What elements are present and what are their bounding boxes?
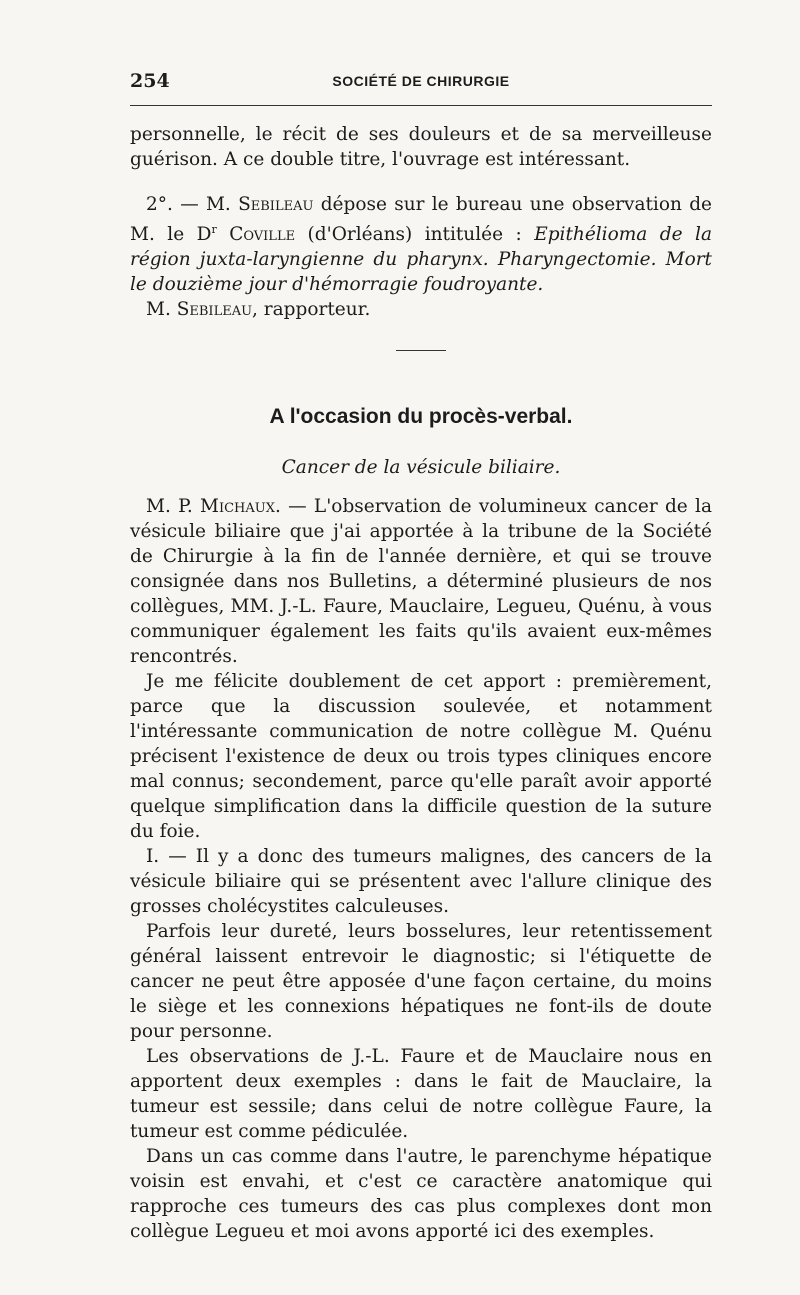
article-paragraph-1: M. P. Michaux. — L'observation de volumineux cancer de la vésicule biliaire que j'ai apportée à la tribune de la Société de Chirurgie à la fin de l'année dernière, et qui se trouve consignée dans nos Bulletins, a déterminé plusieurs de nos collègues, MM. J.-L. Faure, Mauclaire, Legueu, Quénu, à vous communiquer également les faits qu'ils avaient eux-mêmes rencontrés. bbox=[130, 496, 712, 668]
page-body bbox=[130, 122, 712, 1244]
running-title: SOCIÉTÉ DE CHIRURGIE bbox=[332, 73, 510, 89]
article-paragraph-4: Parfois leur dureté, leurs bosselures, leur retentissement général laissent entrevoir le diagnostic; si l'étiquette de cancer ne peut être apposée d'une façon certaine, du moins le siège et les connexions hépatiques ne font-ils de doute pour personne. bbox=[130, 921, 712, 1043]
page-number: 254 bbox=[130, 70, 170, 92]
page-header bbox=[130, 70, 712, 94]
article-paragraph-2: Je me félicite doublement de cet apport : premièrement, parce que la discussion soulevée, et notamment l'intéressante communication de notre collègue M. Quénu précisent l'existence de deux ou trois types cliniques encore mal connus; secondement, parce qu'elle paraît avoir apporté quelque simplification dans la difficile question de la suture du foie. bbox=[130, 671, 712, 843]
section-subtitle: Cancer de la vésicule biliaire. bbox=[281, 457, 561, 479]
header-rule bbox=[130, 105, 712, 106]
item-2-paragraph: 2°. — M. Sebileau dépose sur le bureau une observation de M. le $D^r$ Coville (d'Orléans) intitulée : Epithélioma de la région juxta-laryngienne du pharynx. Pharyngectomie. Mort le douzième jour d'hémorragie foudroyante. bbox=[130, 194, 712, 296]
section-heading: A l'occasion du procès-verbal. bbox=[269, 405, 573, 429]
article-paragraph-6: Dans un cas comme dans l'autre, le parenchyme hépatique voisin est envahi, et c'est ce caractère anatomique qui rapproche ces tumeurs des cas plus complexes dont mon collègue Legueu et moi avons apporté ici des exemples. bbox=[130, 1146, 712, 1243]
section-separator bbox=[396, 350, 446, 351]
article-paragraph-5: Les observations de J.-L. Faure et de Mauclaire nous en apportent deux exemples : dans le fait de Mauclaire, la tumeur est sessile; dans celui de notre collègue Faure, la tumeur est comme pédiculée. bbox=[130, 1046, 712, 1143]
author-name: Michaux bbox=[200, 496, 275, 518]
rapporteur-line: M. Sebileau, rapporteur. bbox=[146, 299, 371, 321]
article-paragraph-3: I. — Il y a donc des tumeurs malignes, des cancers de la vésicule biliaire qui se présentent avec l'allure clinique des grosses cholécystites calculeuses. bbox=[130, 846, 712, 918]
continuation-paragraph: personnelle, le récit de ses douleurs et de sa merveilleuse guérison. A ce double titre, l'ouvrage est intéressant. bbox=[130, 124, 712, 170]
observation-title: Epithélioma de la région juxta-laryngienne du pharynx. Pharyngectomie. Mort le douzième jour d'hémorragie foudroyante. bbox=[130, 224, 712, 296]
